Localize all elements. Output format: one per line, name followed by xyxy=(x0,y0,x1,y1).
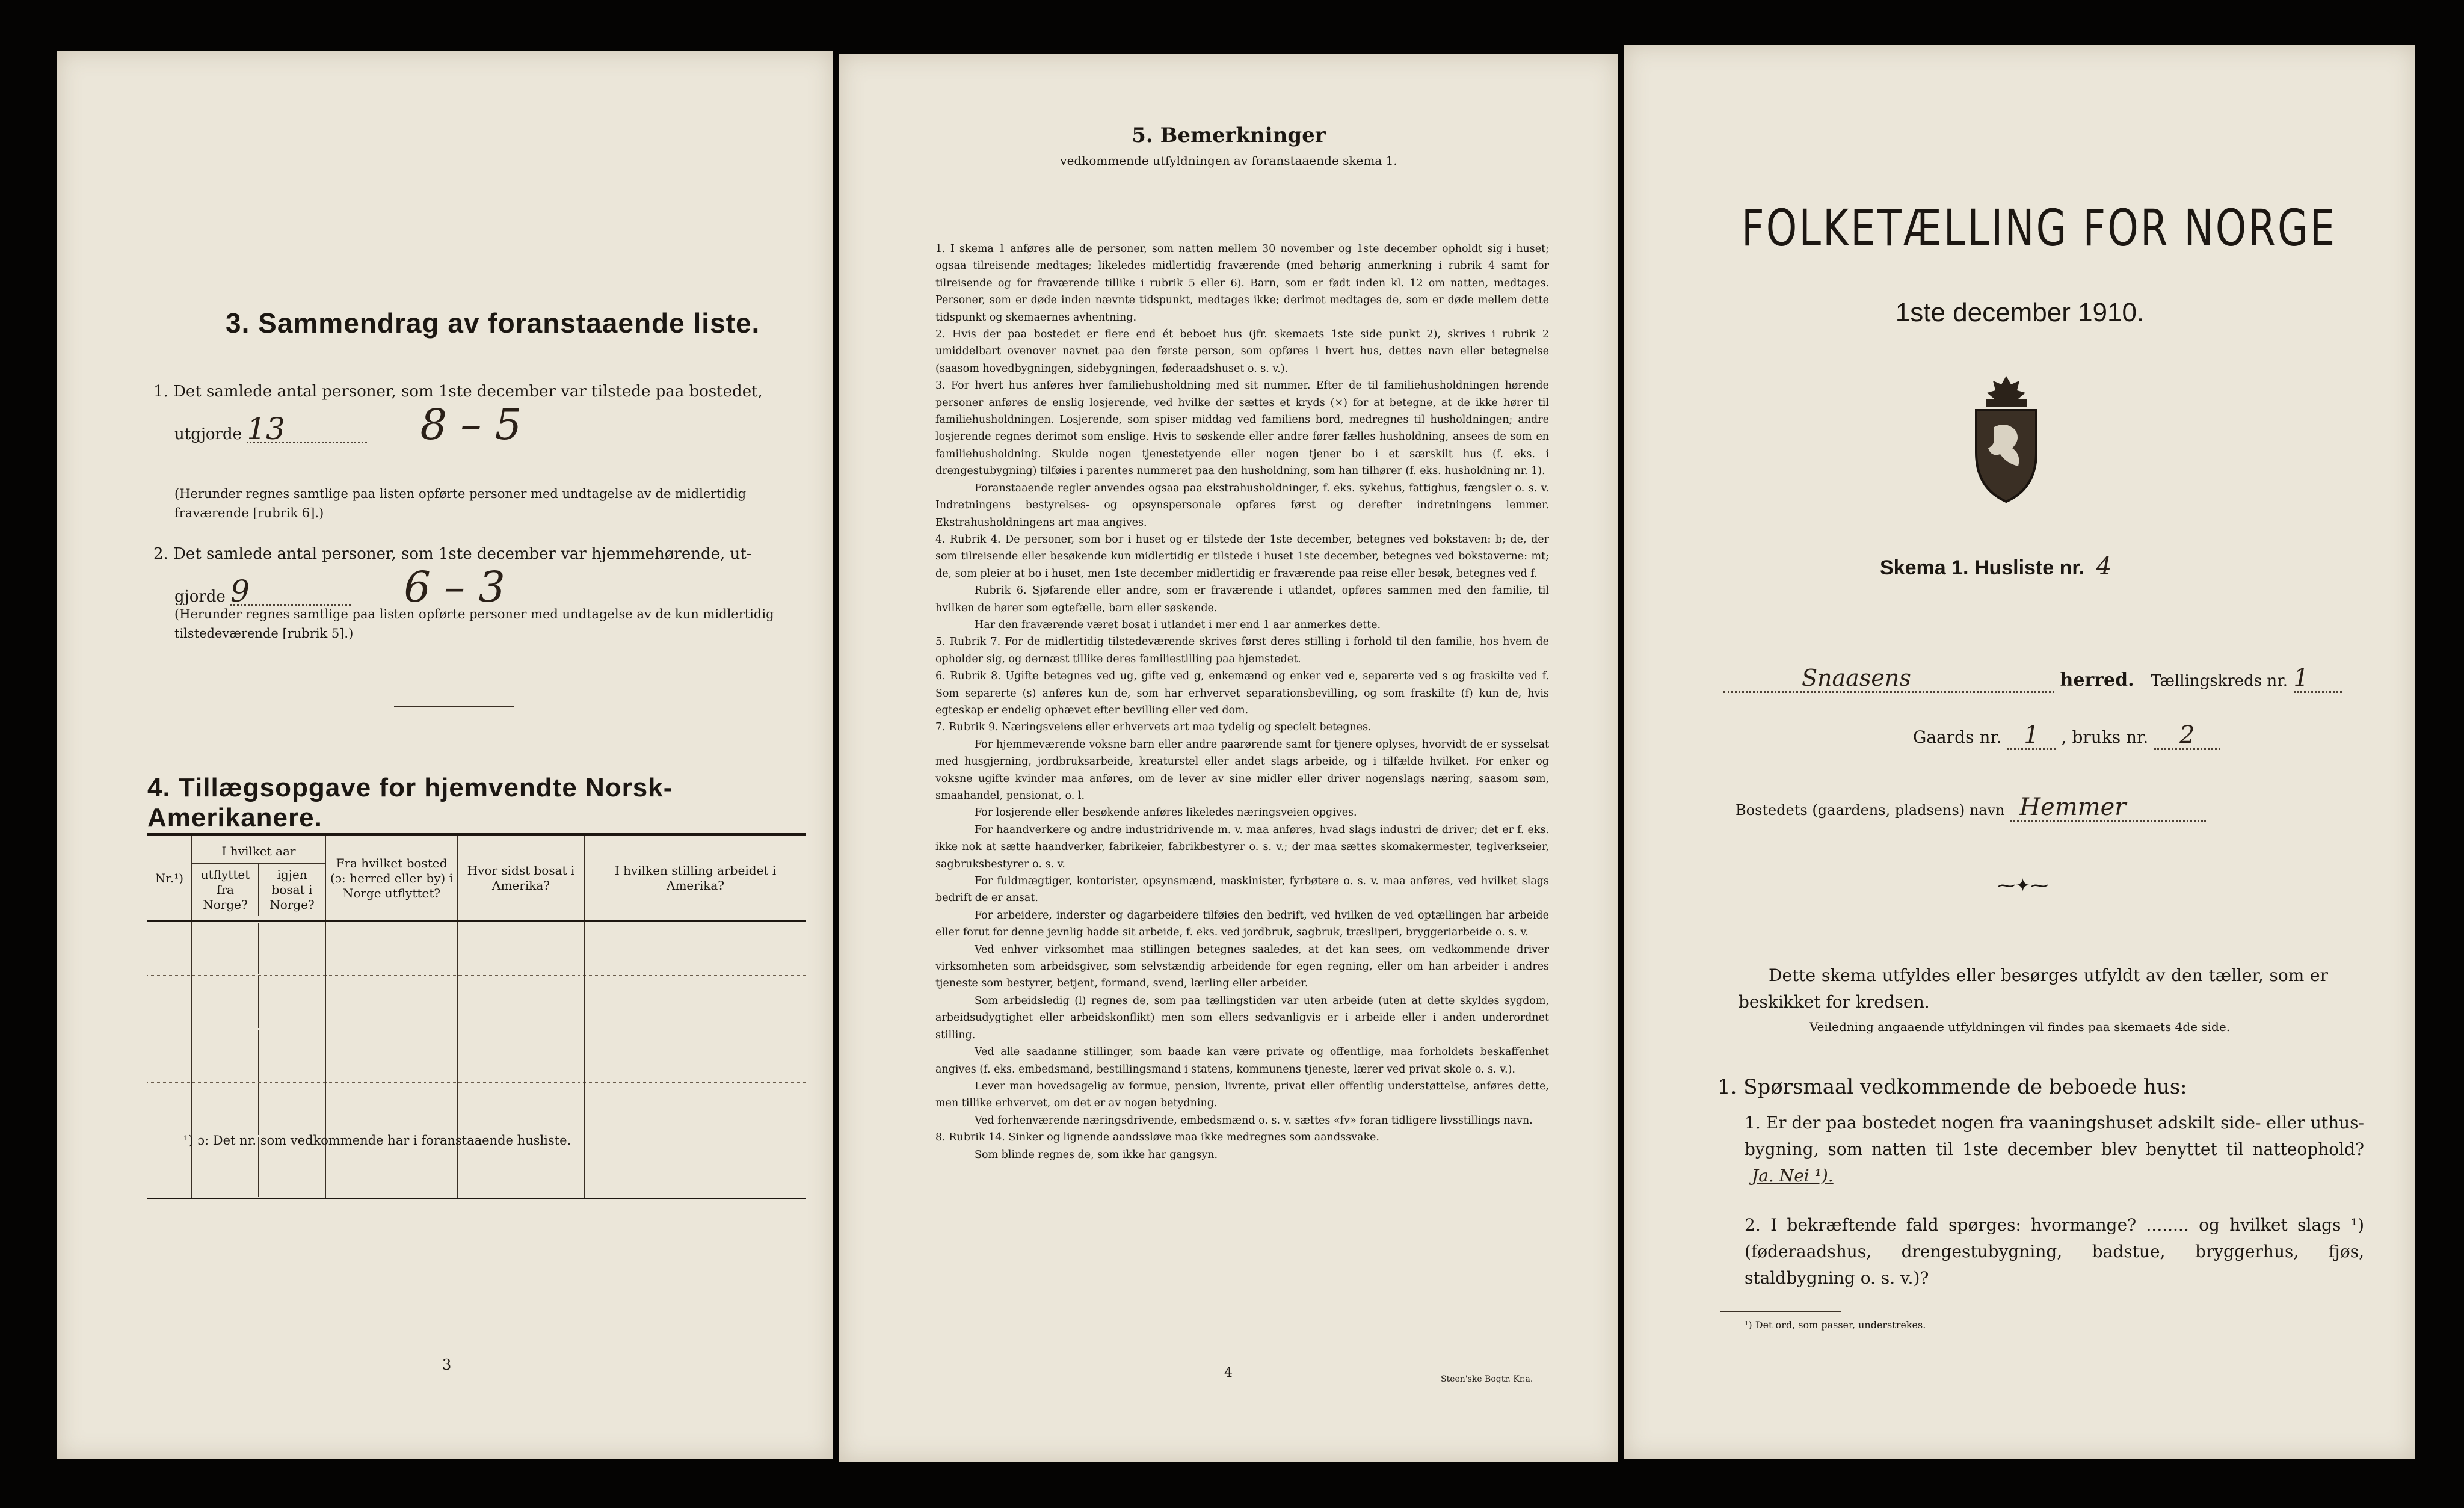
page-1 xyxy=(1624,45,2415,1459)
bosted-value[interactable]: Hemmer xyxy=(2010,794,2206,822)
remark-paragraph: Rubrik 6. Sjøfarende eller andre, som er fraværende i utlandet, opføres sammen med den familie, til hvilken de hører som egtefælle, barn eller søskende. xyxy=(935,585,1549,614)
remark-paragraph: Ved forhenværende næringsdrivende, embedsmænd o. s. v. sættes «fv» foran tidligere livsstillings navn. xyxy=(975,1114,1533,1127)
cell[interactable] xyxy=(147,1083,192,1136)
cell[interactable] xyxy=(192,976,325,1029)
gaards-row xyxy=(1913,722,2220,751)
bosted-row xyxy=(1736,794,2206,823)
remark-paragraph: For losjerende eller besøkende anføres likeledes næringsveien opgives. xyxy=(975,807,1357,819)
question-1-answer[interactable]: Ja. Nei ¹). xyxy=(1752,1166,1834,1186)
table-row xyxy=(147,1083,806,1136)
footnote-rule xyxy=(1720,1311,1841,1312)
remark-paragraph: 2. Hvis der paa bostedet er flere end ét beboet hus (jfr. skemaets 1ste side punkt 2), skrives i rubrik 2 umiddelbart ovenover navnet paa den første person, som opføres i hvert hus, dettes navn eller betegnelse (saasom hovedbygningen, sidebygningen, føderaadshuset o. s. v.). xyxy=(935,328,1549,375)
guidance-text: Veiledning angaaende utfyldningen vil findes paa skemaets 4de side. xyxy=(1809,1020,2231,1034)
schema-label-row xyxy=(1880,553,2111,581)
page-4 xyxy=(839,54,1618,1462)
item-2-prefix: gjorde xyxy=(174,588,226,606)
col-stilling: I hvilken stilling arbeidet i Amerika? xyxy=(584,835,806,922)
kreds-label: Tællingskreds nr. xyxy=(2151,672,2288,690)
remark-paragraph: 7. Rubrik 9. Næringsveiens eller erhvervets art maa tydelig og specielt betegnes. xyxy=(935,721,1372,734)
item-1-text: 1. Det samlede antal personer, som 1ste december var tilstede paa bostedet, xyxy=(153,383,763,401)
bruks-label: , bruks nr. xyxy=(2061,727,2149,747)
cell[interactable] xyxy=(147,1029,192,1083)
remark-paragraph: 8. Rubrik 14. Sinker og lignende aandssløve maa ikke medregnes som aandssvake. xyxy=(935,1131,1379,1144)
table-header-row xyxy=(147,835,806,922)
remarks-body xyxy=(935,241,1549,1163)
bruks-value[interactable]: 2 xyxy=(2154,722,2220,750)
remark-paragraph: Ved enhver virksomhet maa stillingen betegnes saaledes, at det kan sees, om vedkommende driver virksomheten som arbeidsgiver, som selvstændig arbeidende for egen regning, eller om han arbeider i andres tjeneste som bestyrer, betjent, formand, svend, lærling eller arbeider. xyxy=(935,943,1549,990)
table-row xyxy=(147,1029,806,1083)
cell[interactable] xyxy=(147,976,192,1029)
col-aar-title: I hvilket aar xyxy=(192,840,325,864)
kreds-value[interactable]: 1 xyxy=(2294,665,2342,693)
gaards-label: Gaards nr. xyxy=(1913,727,2002,747)
ornament: ⁓✦⁓ xyxy=(1997,875,2049,896)
section-3-title: 3. Sammendrag av foranstaaende liste. xyxy=(226,307,760,339)
question-1 xyxy=(1745,1110,2364,1189)
item-2-breakdown: 6 – 3 xyxy=(404,562,505,612)
section-4-title: 4. Tillægsopgave for hjemvendte Norsk-Amerikanere. xyxy=(147,773,673,832)
col-fra-bosted: Fra hvilket bosted (ɔ: herred eller by) i Norge utflyttet? xyxy=(325,835,458,922)
remark-paragraph: For hjemmeværende voksne barn eller andre paarørende samt for tjenere oplyses, hvorvidt de er sysselsat med husgjerning, jordbruksarbeide, kreaturstel eller andet slags arbeide, og i tilfælde hvilket. For enker og voksne ugifte kvinder maa anføres, om de lever av sine midler eller driver nogenslags næring, saasom søm, smaahandel, pensionat, o. l. xyxy=(935,738,1549,802)
cell[interactable] xyxy=(192,922,325,976)
cell[interactable] xyxy=(584,1083,806,1136)
cell[interactable] xyxy=(458,976,584,1029)
remark-paragraph: 1. I skema 1 anføres alle de personer, som natten mellem 30 november og 1ste december opholdt sig i huset; ogsaa tilreisende medtages; likeledes midlertidig fraværende (med behørig anmerkning i rubrik 4 samt for tilreisende og for fraværende tillike i rubrik 5 eller 6). Barn, som er født inden kl. 12 om natten, medtages. Personer, som er døde inden nævnte tidspunkt, medtages ikke; derimot medtages de, som er døde mellem dette tidspunkt og skemaernes avhentning. xyxy=(935,243,1549,324)
question-1-text: 1. Er der paa bostedet nogen fra vaaningshuset adskilt side- eller uthus-bygning, som natten til 1ste december blev benyttet til natteophold? xyxy=(1745,1113,2364,1159)
cell[interactable] xyxy=(147,922,192,976)
remarks-title: 5. Bemerkninger xyxy=(1132,123,1326,147)
census-date: 1ste december 1910. xyxy=(1895,298,2145,327)
husliste-nr-value[interactable]: 4 xyxy=(2096,553,2112,580)
col-aar-group xyxy=(192,835,325,922)
col-nr: Nr.¹) xyxy=(155,870,184,885)
question-2: 2. I bekræftende fald spørges: hvormange? ........ og hvilket slags ¹) (føderaadshus, drengestubygning, badstue, bryggerhus, fjøs, staldbygning o. s. v.)? xyxy=(1745,1215,2364,1288)
printer-credit: Steen'ske Bogtr. Kr.a. xyxy=(1441,1374,1533,1384)
remark-paragraph: 4. Rubrik 4. De personer, som bor i huset og er tilstede der 1ste december, betegnes ved bokstaven: b; de, der som tilreisende eller besøkende kun midlertidig er tilstede i huset 1ste december, betegnes ved bokstaverne: mt; de, som pleier at bo i huset, men 1ste december midlertidig er fraværende paa reise eller besøk, betegnes ved f. xyxy=(935,533,1549,580)
col-igjen-bosat: igjen bosat i Norge? xyxy=(270,867,315,912)
remarks-subtitle: vedkommende utfyldningen av foranstaaende skema 1. xyxy=(1060,153,1397,168)
item-2-text: 2. Det samlede antal personer, som 1ste december var hjemmehørende, ut- xyxy=(153,545,752,563)
divider xyxy=(394,706,514,707)
item-1-note: (Herunder regnes samtlige paa listen opførte personer med undtagelse av de midlertidig fraværende [rubrik 6].) xyxy=(174,487,747,520)
cell[interactable] xyxy=(458,1029,584,1083)
remark-paragraph: 3. For hvert hus anføres hver familiehusholdning med sit nummer. Efter de til familiehusholdningen hørende personer anføres de enslig losjerende, ved hvilke der sættes et kryds (×) for at betegne, at de ikke hører til familiehusholdningen. Losjerende, som spiser middag ved familiens bord, medregnes til husholdningen; andre losjerende regnes derimot som enslige. Hvis to søskende eller andre fører fælles husholdning, ansees de som en familiehusholdning. Skulde nogen tjenestetyende eller nogen tjener bo i et særskilt hus (f. eks. i drengestubygning) tilføies i parentes nummeret paa den husholdning, som han tilhører (f. eks. husholdning nr. 1). xyxy=(935,380,1549,478)
cell[interactable] xyxy=(584,976,806,1029)
table-row xyxy=(147,922,806,976)
cell[interactable] xyxy=(325,1029,458,1083)
remark-paragraph: Har den fraværende været bosat i utlandet i mer end 1 aar anmerkes dette. xyxy=(975,618,1381,631)
item-1-value[interactable]: 13 xyxy=(247,416,367,443)
col-amerika-bosat: Hvor sidst bosat i Amerika? xyxy=(458,835,584,922)
remark-paragraph: Som arbeidsledig (l) regnes de, som paa tællingstiden var uten arbeide (uten at dette skyldes sygdom, arbeidsudygtighet eller arbeidskonflikt) men som ellers sedvanligvis er i arbeide eller i anden underordnet stilling. xyxy=(935,994,1549,1041)
cell[interactable] xyxy=(458,1083,584,1136)
item-1-breakdown: 8 – 5 xyxy=(420,400,522,449)
col-utflyttet: utflyttet fra Norge? xyxy=(192,864,259,916)
cell[interactable] xyxy=(325,976,458,1029)
herred-value[interactable]: Snaasens xyxy=(1723,665,2054,693)
item-1-prefix: utgjorde xyxy=(174,425,242,443)
item-2-value[interactable]: 9 xyxy=(230,579,351,606)
schema-label: Skema 1. Husliste nr. xyxy=(1880,556,2085,579)
cell[interactable] xyxy=(192,1083,325,1136)
page-number: 3 xyxy=(442,1356,452,1373)
cell[interactable] xyxy=(325,1083,458,1136)
table-row xyxy=(147,976,806,1029)
remark-paragraph: Foranstaaende regler anvendes ogsaa paa ekstrahusholdninger, f. eks. sykehus, fattighus, fængsler o. s. v. Indretningens bestyrelses- og opsynspersonale opføres først og derefter indretningens lemmer. Ekstrahusholdningens art maa angives. xyxy=(935,482,1549,529)
page-1-footnote: ¹) Det ord, som passer, understrekes. xyxy=(1745,1319,1926,1331)
remark-paragraph: For fuldmægtiger, kontorister, opsynsmænd, maskinister, fyrbøtere o. s. v. maa anføres, ved hvilket slags bedrift de er ansat. xyxy=(935,875,1549,905)
cell[interactable] xyxy=(458,922,584,976)
cell[interactable] xyxy=(584,922,806,976)
cell[interactable] xyxy=(192,1029,325,1083)
remark-paragraph: Lever man hovedsagelig av formue, pension, livrente, privat eller offentlig understøttelse, anføres dette, men tillike erhvervet, om det er av nogen betydning. xyxy=(935,1080,1549,1110)
questions-heading: 1. Spørsmaal vedkommende de beboede hus: xyxy=(1717,1075,2187,1099)
remark-paragraph: Ved alle saadanne stillinger, som baade kan være private og offentlige, maa forholdets beskaffenhet angives (f. eks. embedsmand, bestillingsmand i statens, kommunens tjeneste, lærer ved privat skole o. s. v.). xyxy=(935,1046,1549,1076)
page-3 xyxy=(57,51,833,1459)
cell[interactable] xyxy=(584,1136,806,1199)
bosted-label: Bostedets (gaardens, pladsens) navn xyxy=(1736,802,2005,819)
page-number: 4 xyxy=(1224,1365,1233,1380)
item-2-note: (Herunder regnes samtlige paa listen opførte personer med undtagelse av de kun midlertidig tilstedeværende [rubrik 5].) xyxy=(174,607,774,641)
remark-paragraph: For haandverkere og andre industridrivende m. v. maa anføres, hvad slags industri de driver; det er f. eks. ikke nok at sætte haandverker, fabrikeier, fabrikbestyrer o. s. v.; der maa sættes skomakermester, teglverkseier, sagbruksbestyrer o. s. v. xyxy=(935,823,1549,870)
census-title: FOLKETÆLLING FOR NORGE xyxy=(1742,199,2337,257)
herred-label: herred. xyxy=(2060,669,2134,691)
remark-paragraph: Som blinde regnes de, som ikke har gangsyn. xyxy=(975,1148,1218,1161)
intro-text: Dette skema utfyldes eller besørges utfyldt av den tæller, som er beskikket for kredsen. xyxy=(1739,965,2328,1012)
item-1-answer-row xyxy=(174,400,836,449)
gaards-value[interactable]: 1 xyxy=(2007,722,2056,750)
herred-row xyxy=(1723,665,2403,694)
remark-paragraph: For arbeidere, inderster og dagarbeidere tilføies den bedrift, ved hvilken de ved optællingen har arbeide eller forut for denne jevnlig hadde sit arbeide, f. eks. ved jordbruk, sagbruk, træsliperi, bryggeriarbeide o. s. v. xyxy=(935,909,1549,939)
cell[interactable] xyxy=(325,922,458,976)
remark-paragraph: 6. Rubrik 8. Ugifte betegnes ved ug, gifte ved g, enkemænd og enker ved e, separerte ved s og fraskilte ved f. Som separerte (s) anføres kun de, som har erhvervet separationsbevilling, og som fraskilte (f) kun de, hvis egteskap er endelig ophævet efter bevilling eller ved dom. xyxy=(935,670,1549,716)
table-footnote: ¹) ɔ: Det nr. som vedkommende har i foranstaaende husliste. xyxy=(183,1133,571,1148)
cell[interactable] xyxy=(584,1029,806,1083)
coat-of-arms-icon xyxy=(1964,373,2048,505)
remark-paragraph: 5. Rubrik 7. For de midlertidig tilstedeværende skrives først deres stilling i forhold til den familie, hos hvem de opholder sig, og dernæst tillike deres familiestilling paa hjemstedet. xyxy=(935,636,1549,665)
